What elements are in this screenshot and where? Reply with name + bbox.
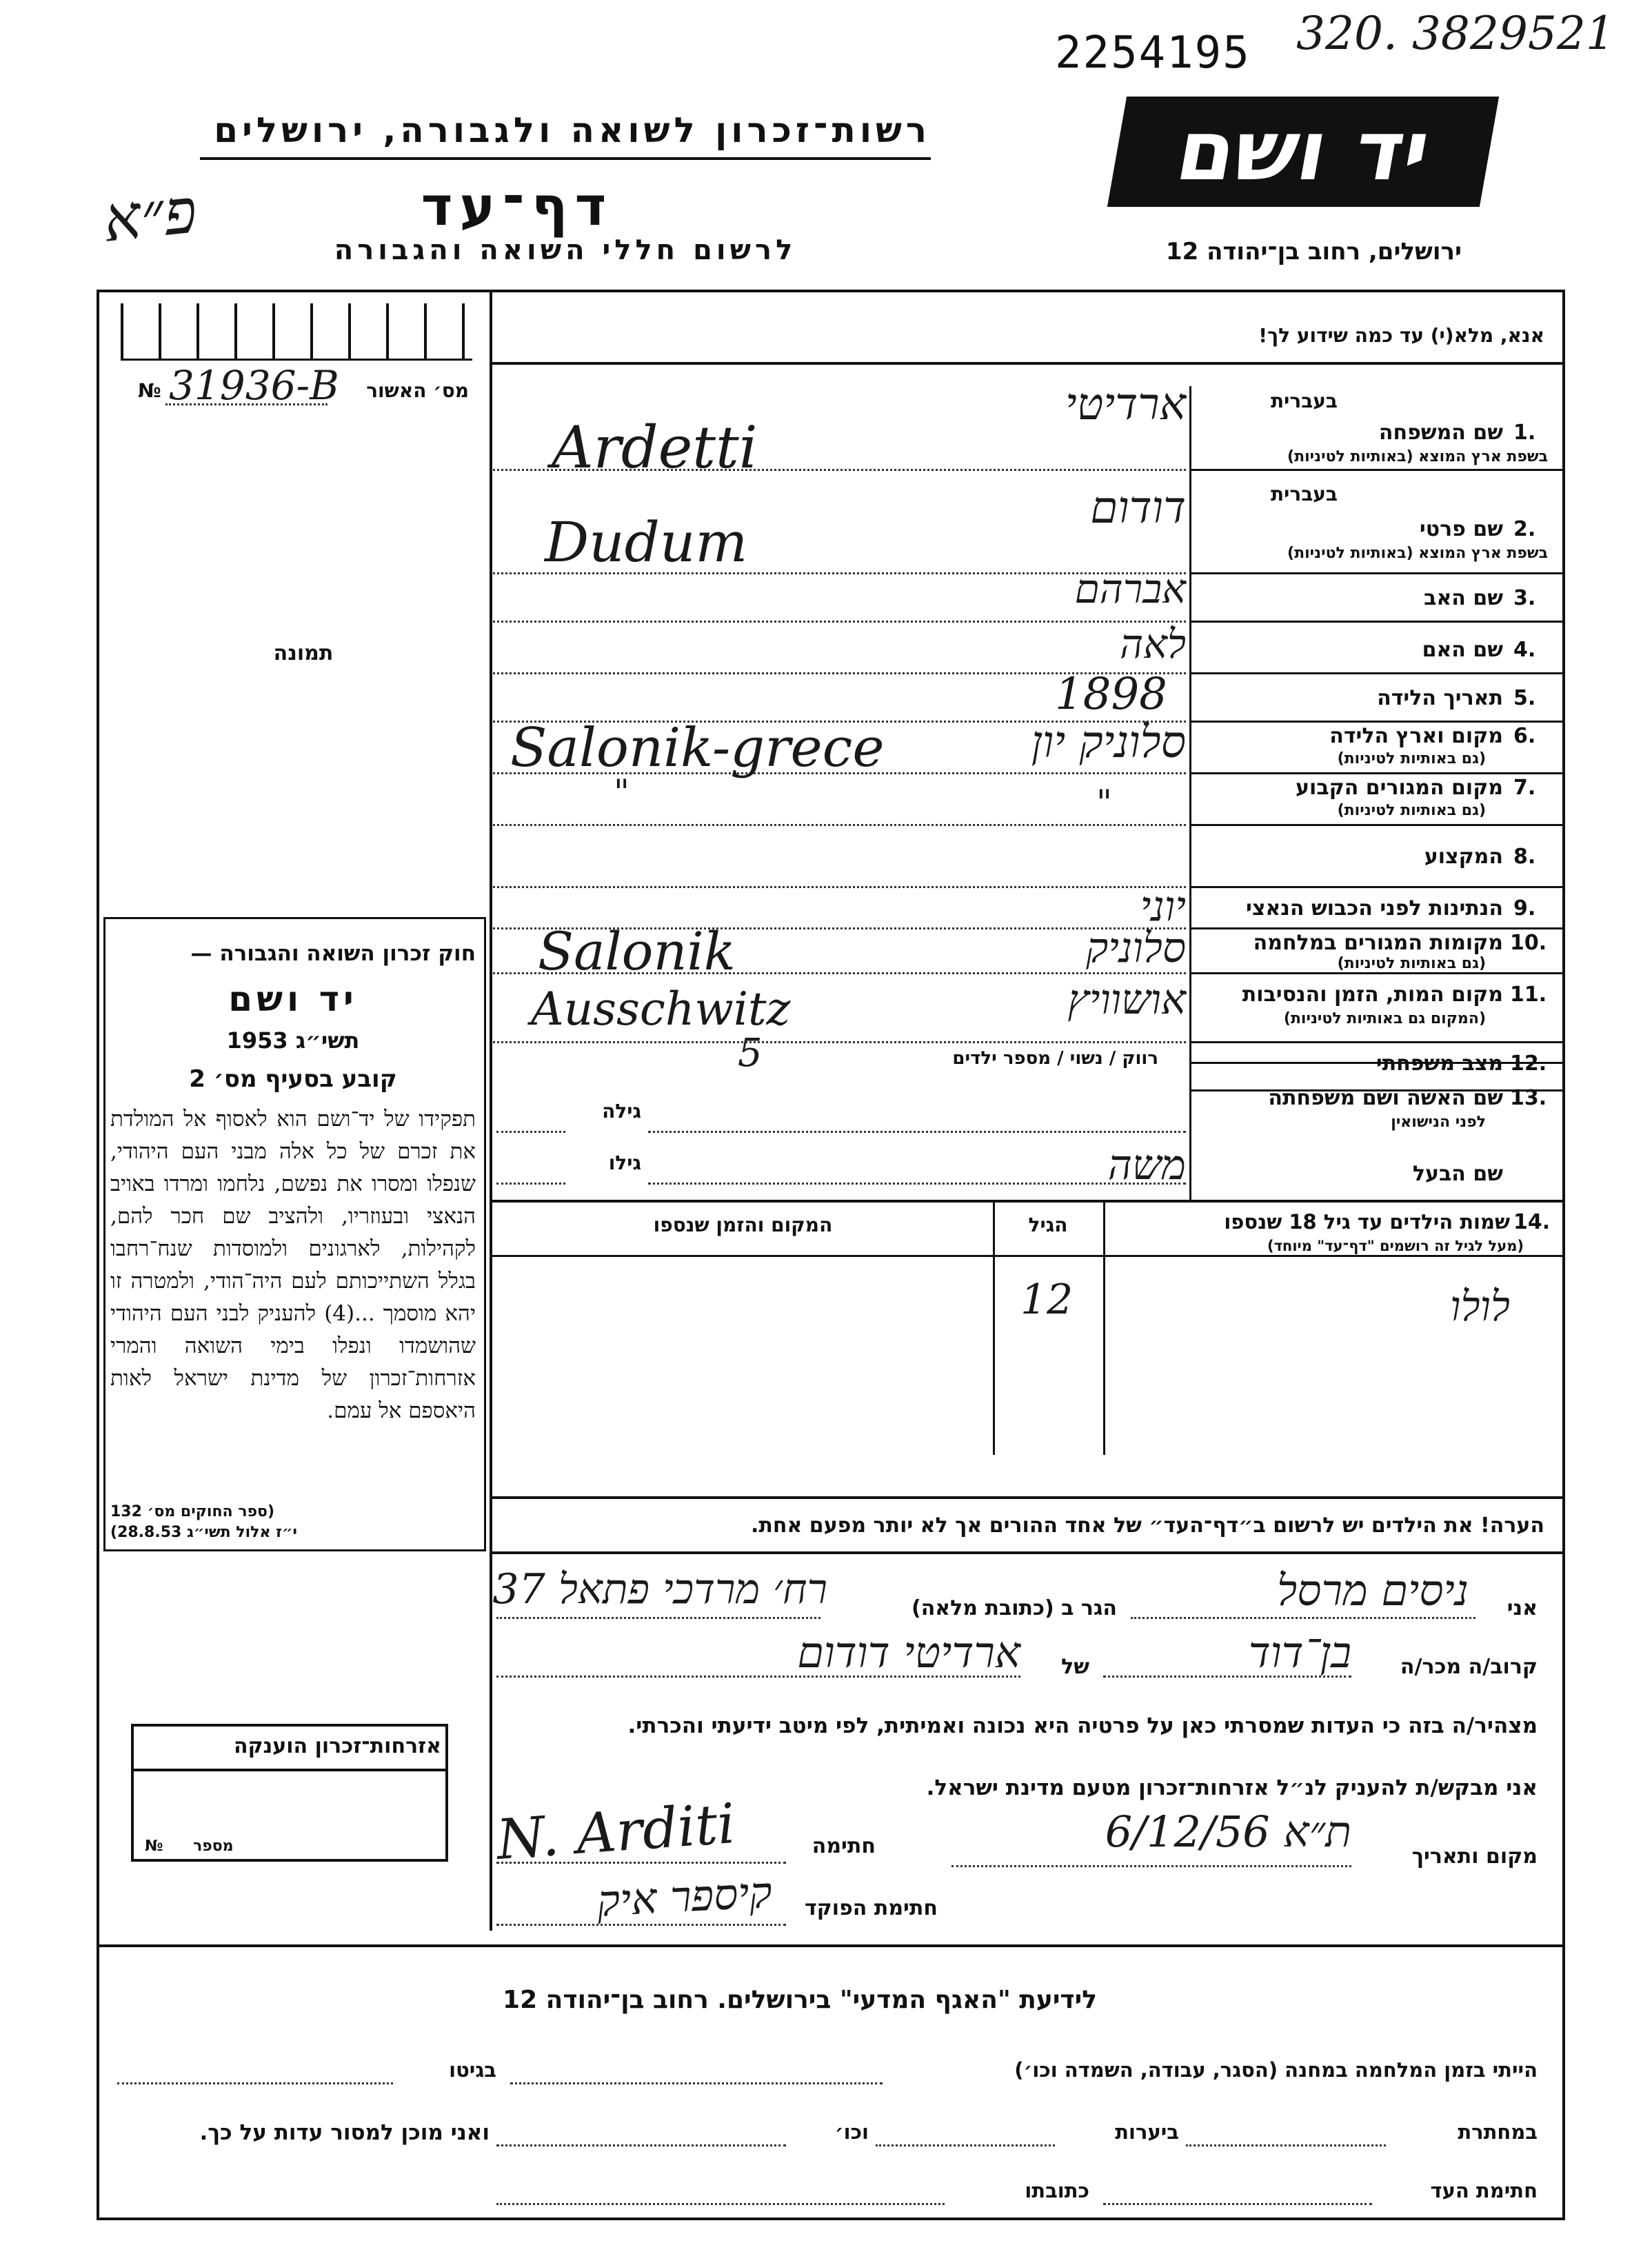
field12-label: מצב משפחתי bbox=[1376, 1052, 1503, 1076]
field2-sub: בשפת ארץ המוצא (באותיות לטיניות) bbox=[1287, 545, 1548, 562]
children-col-age: הגיל bbox=[1028, 1214, 1068, 1236]
signature-label: חתימה bbox=[812, 1834, 876, 1858]
field6-label: מקום וארץ הלידה bbox=[1329, 724, 1503, 748]
field10-label: מקומות המגורים במלחמה bbox=[1253, 931, 1503, 955]
declarant-address-line bbox=[496, 1617, 820, 1619]
request-text: אני מבקש/ת להעניק לנ״ל אזרחות־זכרון מטעם מדינת ישראל. bbox=[926, 1776, 1538, 1800]
field13-value-line bbox=[648, 1131, 1186, 1133]
field3-label: שם האב bbox=[1424, 586, 1503, 610]
footer-address-line bbox=[496, 2203, 945, 2205]
field10-sub: (גם באותיות לטיניות) bbox=[1337, 955, 1486, 972]
field1-hebrew-tag: בעברית bbox=[1270, 390, 1338, 412]
field2-hebrew-tag: בעברית bbox=[1270, 483, 1338, 505]
row-border-7 bbox=[1189, 824, 1565, 826]
field8-label: המקצוע bbox=[1424, 845, 1503, 869]
row-border-8 bbox=[1189, 886, 1565, 888]
field4-value: לאה bbox=[1120, 621, 1186, 667]
husband-age-label: גילו bbox=[608, 1151, 641, 1174]
note-top-rule bbox=[490, 1496, 1565, 1499]
footer-etc-label: וכו׳ bbox=[834, 2120, 869, 2144]
form-title: דף־עד bbox=[421, 176, 614, 238]
field11-value-hebrew: אושוויץ bbox=[1067, 976, 1186, 1024]
children-label: שמות הילדים עד גיל 18 שנספו bbox=[1224, 1210, 1510, 1234]
place-date-value: ת״א 6/12/56 bbox=[1105, 1807, 1351, 1857]
row-border-11 bbox=[1189, 1041, 1565, 1043]
row-border-6 bbox=[1189, 772, 1565, 774]
gazette-reference: (ספר החוקים מס׳ 132 bbox=[110, 1503, 275, 1520]
field6-sub: (גם באותיות לטיניות) bbox=[1337, 750, 1486, 767]
footer-underground-line bbox=[1186, 2144, 1386, 2146]
citizenship-box-rule bbox=[131, 1769, 448, 1771]
note-bottom-rule bbox=[490, 1551, 1565, 1554]
footer-etc-line bbox=[496, 2144, 786, 2146]
field7-value: " bbox=[1096, 783, 1112, 823]
declarant-address: רח׳ מרדכי פתאל 37 bbox=[492, 1565, 827, 1613]
approval-number-line bbox=[165, 403, 328, 405]
gazette-date: י״ז אלול תשי״ג 28.8.53) bbox=[110, 1524, 298, 1541]
law-clause: קובע בסעיף מס׳ 2 bbox=[189, 1065, 397, 1093]
field11-value-latin: Ausschwitz bbox=[531, 983, 791, 1036]
org-underline bbox=[200, 157, 931, 160]
serial-number-handwritten: 320. 3829521 bbox=[1296, 7, 1615, 60]
field5-value: 1898 bbox=[1055, 669, 1167, 720]
footer-underground-label: במחתרת bbox=[1458, 2120, 1538, 2144]
approval-ticks bbox=[121, 303, 472, 359]
row-border-5 bbox=[1189, 721, 1565, 723]
husband-value-line bbox=[648, 1183, 1186, 1185]
place-date-label: מקום ותאריך bbox=[1411, 1844, 1538, 1869]
note-text: הערה! את הילדים יש לרשום ב״דף־העד״ של אחד ההורים אך לא יותר מפעם אחת. bbox=[751, 1513, 1544, 1538]
footer-camp-text: הייתי בזמן המלחמה במחנה (הסגר, עבודה, השמדה וכו׳) bbox=[1014, 2058, 1538, 2082]
label-column-divider bbox=[1189, 386, 1191, 1200]
row-border-1 bbox=[1189, 469, 1565, 471]
field12-value: 5 bbox=[738, 1031, 763, 1076]
field11-label: מקום המות, הזמן והנסיבות bbox=[1242, 983, 1503, 1007]
row-border-2 bbox=[1189, 572, 1565, 574]
of-label: של bbox=[1061, 1655, 1089, 1679]
declarant-name: ניסים מרסל bbox=[1277, 1565, 1469, 1616]
children-header-rule bbox=[490, 1255, 1565, 1257]
footer-forests-label: ביערות bbox=[1115, 2120, 1179, 2144]
field2-num: 2. bbox=[1513, 517, 1536, 541]
footer-ghetto-label: בגיטו bbox=[449, 2058, 496, 2082]
field2-label: שם פרטי bbox=[1419, 517, 1503, 541]
row-border-3 bbox=[1189, 621, 1565, 623]
law-text: תפקידו של יד־ושם הוא לאסוף אל המולדת את זכרם של כל אלה מבני העם היהודי, שנפלו ומסרו את נפשם, נלחמו ומרדו באויב הנאצי ובעוזריו, ולהציב שם חכר להם, לקהילות, לארגונים ולמוסדות שנח־רחבו בגלל השתייכותם לעם היה־הודי, ולמטרה זו יהא מוסמך ...(4) להעניק לבני העם היהודי שהושמדו ונפלו בימי השואה והמרי אזרחות־זכרון של מדינת ישראל לאות היאספם אל עמם. bbox=[110, 1107, 476, 1423]
declarant-i-label: אני bbox=[1507, 1596, 1538, 1620]
left-panel-divider bbox=[490, 290, 492, 1931]
footer-ghetto-line bbox=[117, 2082, 393, 2084]
citizenship-box-number-prefix: № bbox=[145, 1838, 163, 1855]
photo-placeholder-label: תמונה bbox=[273, 641, 334, 665]
footer-witness-signature-label: חתימת העד bbox=[1430, 2179, 1538, 2202]
row-border-14 bbox=[490, 1200, 1565, 1203]
law-heading: חוק זכרון השואה והגבורה — bbox=[190, 941, 476, 966]
field11-sub: (המקום גם באותיות לטיניות) bbox=[1283, 1010, 1486, 1027]
field7-sub: (גם באותיות לטיניות) bbox=[1337, 802, 1486, 819]
footer-witness-signature-line bbox=[1103, 2203, 1372, 2205]
law-name: יד ושם bbox=[228, 979, 358, 1019]
field7-value-2: " bbox=[614, 772, 629, 812]
serial-number-typed: 2254195 bbox=[1055, 28, 1251, 79]
field8-num: 8. bbox=[1513, 845, 1536, 869]
instruction-rule bbox=[490, 362, 1565, 365]
field6-value-hebrew: סלוניק יון bbox=[1031, 717, 1186, 768]
row-border-10 bbox=[1189, 972, 1565, 974]
form-subtitle: לרשום חללי השואה והגבורה bbox=[334, 234, 797, 266]
row-border-4 bbox=[1189, 672, 1565, 674]
husband-value: משה bbox=[1107, 1141, 1186, 1189]
of-line bbox=[496, 1676, 1020, 1678]
approval-number-label: מס׳ האשור bbox=[366, 379, 469, 402]
footer-willing-text: ואני מוכן למסור עדות על כך. bbox=[199, 2120, 490, 2145]
field7-num: 7. bbox=[1513, 776, 1536, 800]
field13-sub: לפני הנישואין bbox=[1391, 1114, 1486, 1131]
field13-age-line bbox=[496, 1131, 565, 1133]
field3-num: 3. bbox=[1513, 586, 1536, 610]
field12-options: רווק / נשוי / מספר ילדים bbox=[952, 1048, 1158, 1069]
footer-address-label: כתובתו bbox=[1025, 2179, 1089, 2202]
field9-num: 9. bbox=[1513, 896, 1536, 921]
field9-label: הנתינות לפני הכבוש הנאצי bbox=[1246, 896, 1503, 921]
office-address: ירושלים, רחוב בן־יהודה 12 bbox=[1165, 238, 1462, 265]
citizenship-box-title: אזרחות־זכרון הוענקה bbox=[233, 1734, 441, 1758]
corner-annotation: פ״א bbox=[99, 174, 201, 257]
field6-num: 6. bbox=[1513, 724, 1536, 748]
row-border-9 bbox=[1189, 927, 1565, 929]
children-num: 14. bbox=[1513, 1210, 1551, 1234]
of-value: ארדיטי דודום bbox=[797, 1627, 1020, 1678]
value-line-7 bbox=[493, 824, 1186, 826]
field13-age-label: גילה bbox=[602, 1100, 641, 1123]
official-signature-line bbox=[496, 1924, 786, 1926]
field5-num: 5. bbox=[1513, 686, 1536, 710]
footer-title: לידיעת "האגף המדעי" בירושלים. רחוב בן־יהודה 12 bbox=[503, 1986, 1097, 2014]
value-line-11 bbox=[493, 1041, 1186, 1043]
signature-line bbox=[496, 1862, 786, 1864]
footer-forests-line bbox=[876, 2144, 1055, 2146]
field4-num: 4. bbox=[1513, 638, 1536, 662]
field6-value-latin: Salonik-grece bbox=[510, 717, 885, 779]
field7-label: מקום המגורים הקבוע bbox=[1296, 776, 1503, 800]
declarant-residing-label: הגר ב (כתובת מלאה) bbox=[911, 1596, 1117, 1620]
field10-value-latin: Salonik bbox=[538, 921, 736, 982]
footer-camp-line bbox=[510, 2082, 883, 2084]
declaration-text: מצהיר/ה בזה כי העדות שמסרתי כאן על פרטיה היא נכונה ואמיתית, לפי מיטב ידיעתי והכרתי. bbox=[627, 1713, 1538, 1738]
field9-value: יוני bbox=[1140, 883, 1186, 931]
children-col-divider-2 bbox=[993, 1200, 995, 1455]
children-col-place: המקום והזמן שנספו bbox=[653, 1214, 833, 1236]
field11-num: 11. bbox=[1510, 983, 1547, 1007]
relation-value: בן־דוד bbox=[1248, 1627, 1351, 1678]
field2-value-latin: Dudum bbox=[545, 510, 748, 574]
declarant-name-line bbox=[1131, 1617, 1475, 1619]
citizenship-box-number-label: מספר bbox=[193, 1838, 234, 1855]
official-signature-label: חתימת הפוקד bbox=[805, 1896, 938, 1920]
field1-value-hebrew: ארדיטי bbox=[1065, 379, 1186, 430]
field2-value-hebrew: דודום bbox=[1090, 483, 1186, 534]
approval-number-value: 31936-B bbox=[169, 362, 339, 409]
field12-num: 12. bbox=[1510, 1052, 1547, 1076]
child-row-1-name: לולו bbox=[1450, 1283, 1510, 1331]
signature-value: N. Arditi bbox=[494, 1791, 738, 1872]
field5-label: תאריך הלידה bbox=[1377, 686, 1503, 710]
field10-value-hebrew: סלוניק bbox=[1086, 924, 1186, 972]
law-year: תשי״ג 1953 bbox=[226, 1027, 360, 1054]
field1-num: 1. bbox=[1513, 421, 1536, 445]
field1-label: שם המשפחה bbox=[1378, 421, 1503, 445]
field1-value-latin: Ardetti bbox=[552, 414, 758, 481]
approval-number-prefix: № bbox=[138, 379, 161, 402]
yad-vashem-logo bbox=[1107, 97, 1499, 207]
relation-line bbox=[1103, 1676, 1351, 1678]
place-date-line bbox=[951, 1865, 1351, 1867]
field10-num: 10. bbox=[1510, 931, 1547, 955]
husband-age-line bbox=[496, 1183, 565, 1185]
approval-tick-base bbox=[121, 359, 472, 361]
field3-value: אברהם bbox=[1074, 565, 1186, 612]
field13-num: 13. bbox=[1510, 1086, 1547, 1110]
footer-top-rule bbox=[97, 1944, 1565, 1947]
organization-name: רשות־זכרון לשואה ולגבורה, ירושלים bbox=[214, 110, 931, 150]
official-signature-value: קיספר איק bbox=[596, 1867, 774, 1927]
field1-sub: בשפת ארץ המוצא (באותיות לטיניות) bbox=[1287, 448, 1548, 465]
children-sub: (מעל לגיל זה רושמים "דף־עד" מיוחד) bbox=[1267, 1238, 1524, 1254]
instruction-text: אנא, מלא(י) עד כמה שידוע לך! bbox=[1258, 324, 1544, 347]
field13-label: שם האשה ושם משפחתה bbox=[1268, 1086, 1503, 1110]
relation-label: קרוב/ה מכר/ה bbox=[1400, 1655, 1538, 1679]
field4-label: שם האם bbox=[1422, 638, 1503, 662]
child-row-1-age: 12 bbox=[1020, 1276, 1074, 1324]
children-col-divider-1 bbox=[1103, 1200, 1105, 1455]
husband-label: שם הבעל bbox=[1412, 1162, 1503, 1186]
logo-text: יד ושם bbox=[1169, 103, 1438, 199]
